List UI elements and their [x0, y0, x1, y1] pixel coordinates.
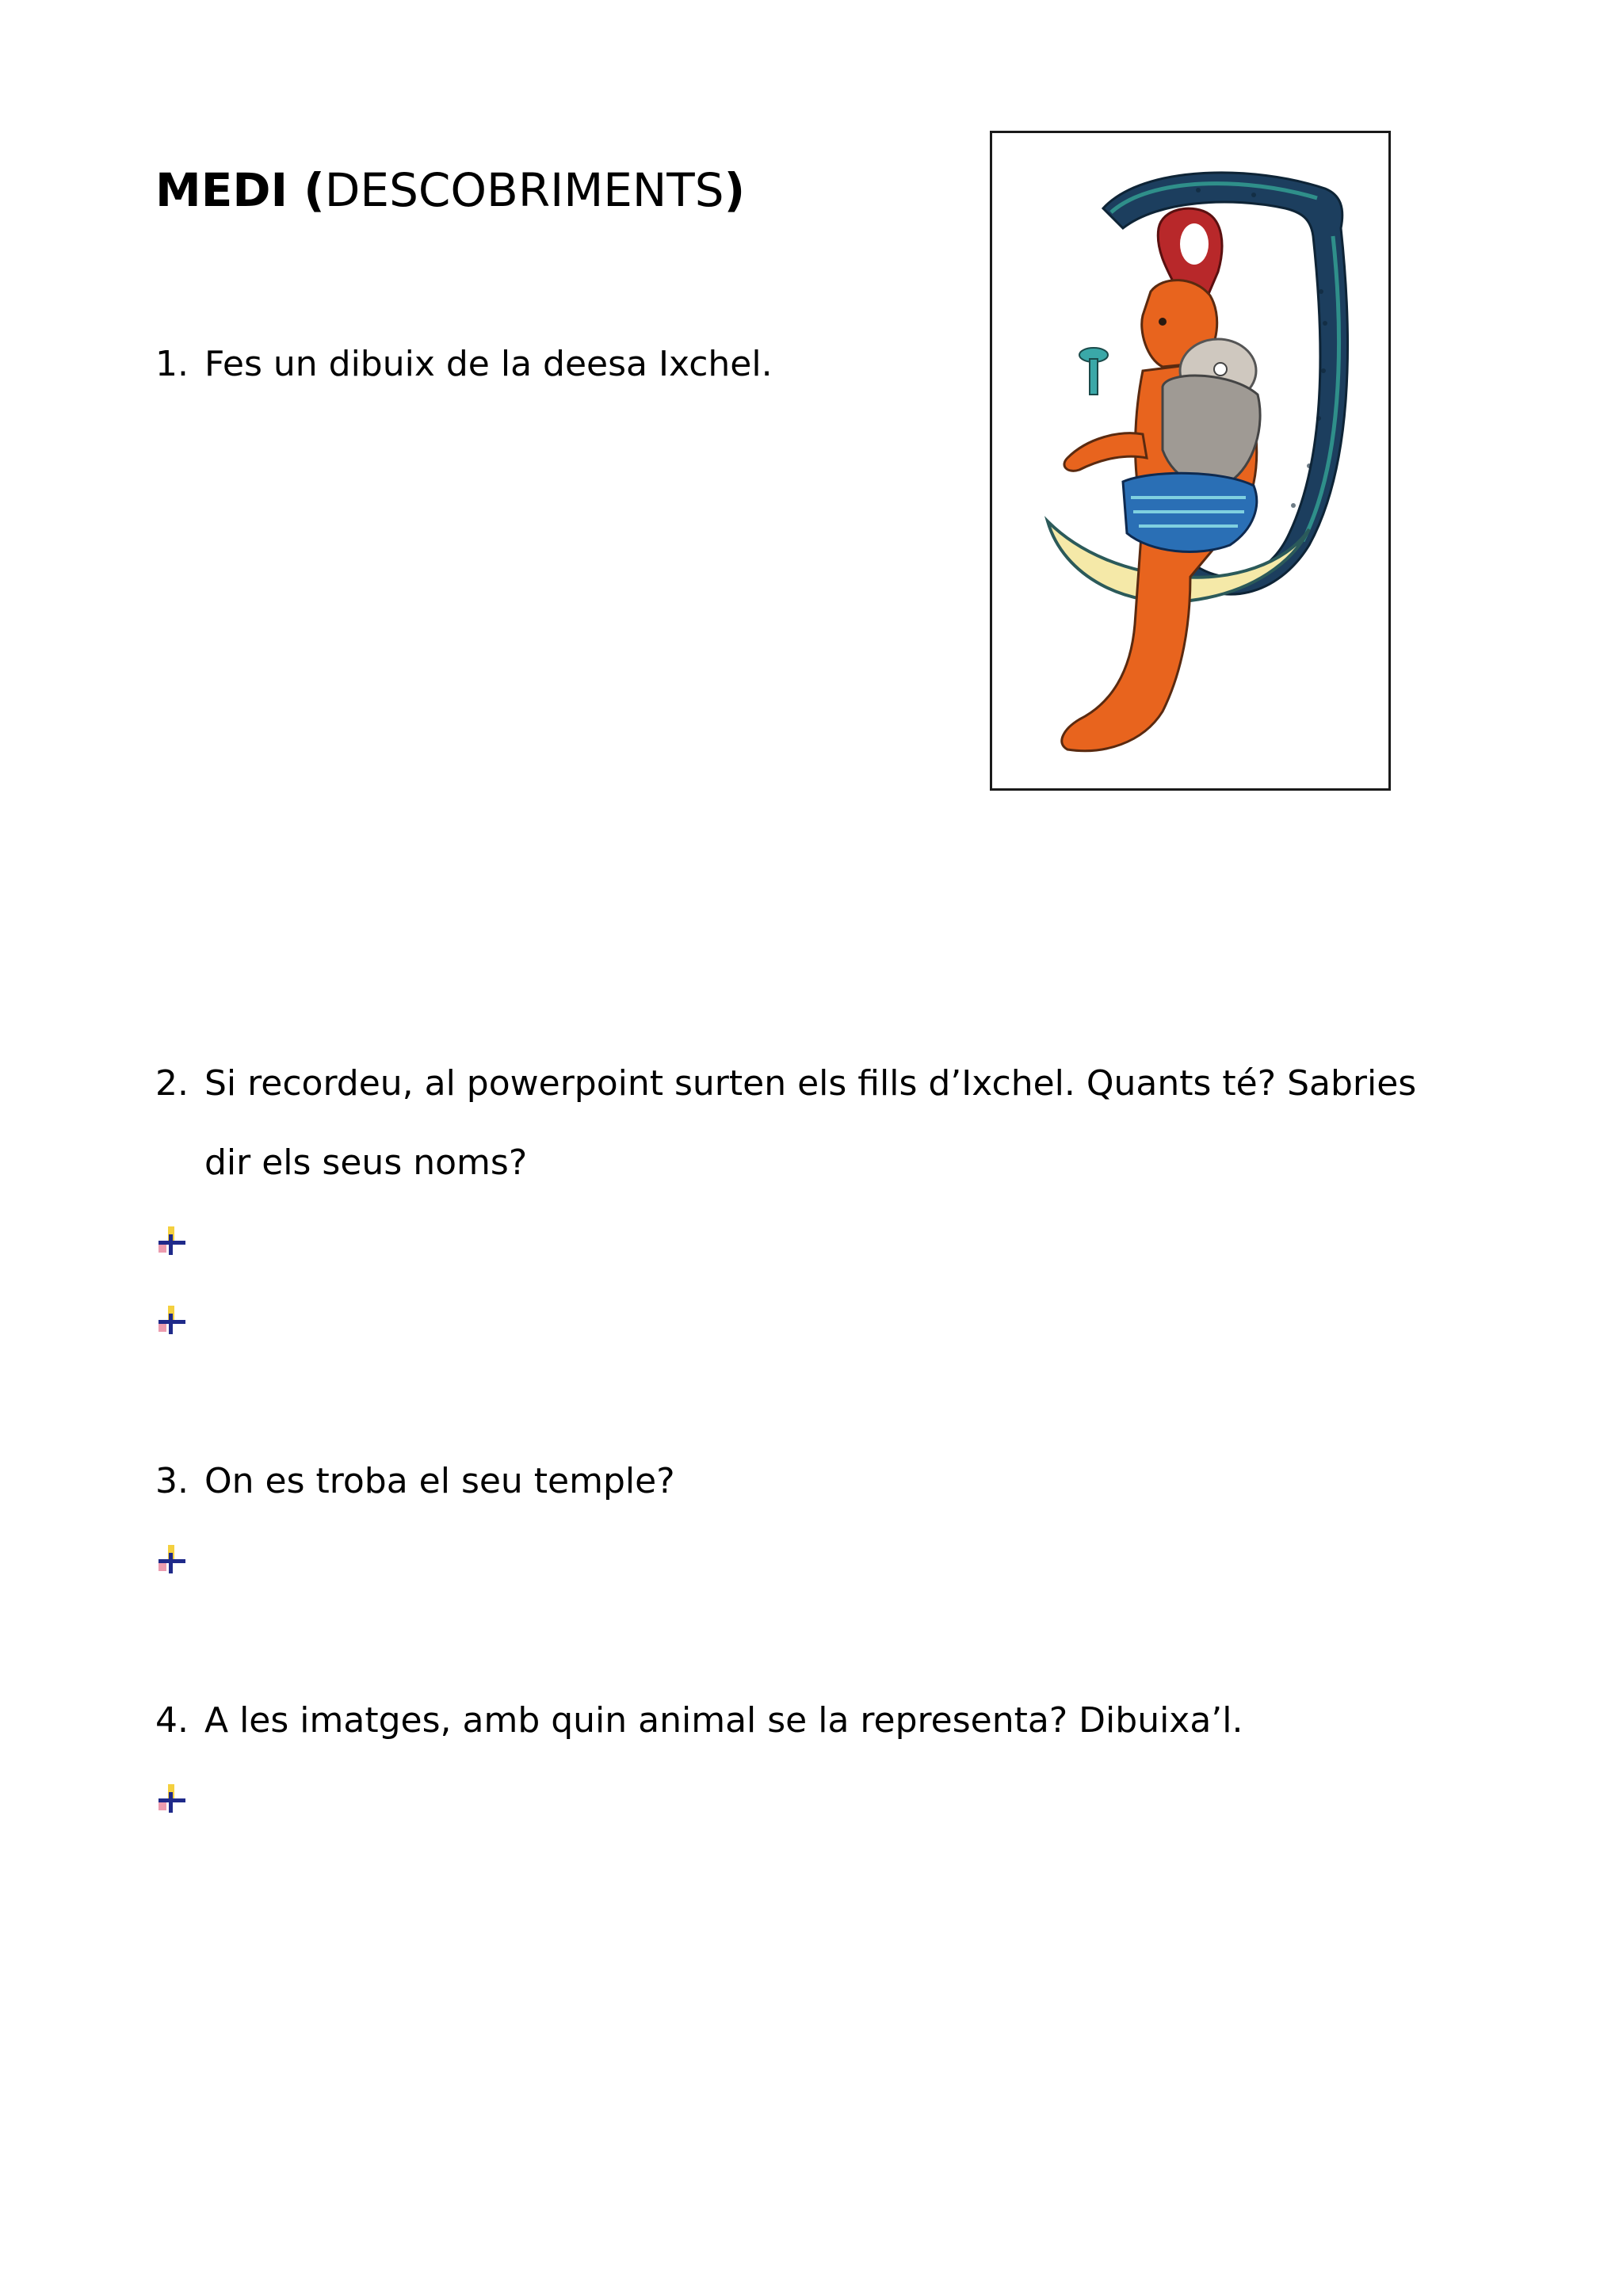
arrow-bullet-icon [157, 1306, 189, 1337]
page-title [155, 158, 745, 222]
arrow-bullet-icon [157, 1545, 189, 1577]
question-1-number: 1. [155, 344, 189, 384]
question-2-continuation: dir els seus noms? [204, 1142, 528, 1183]
question-4-number: 4. [155, 1700, 189, 1741]
question-1-text: Fes un dibuix de la deesa Ixchel. [204, 344, 773, 384]
question-3 [155, 1442, 675, 1521]
question-1 [155, 325, 773, 404]
question-2 [155, 1044, 1416, 1123]
question-4-text: A les imatges, amb quin animal se la representa? Dibuixa’l. [204, 1700, 1243, 1741]
question-2-number: 2. [155, 1063, 189, 1104]
question-3-text: On es troba el seu temple? [204, 1461, 675, 1501]
arrow-bullet-icon [157, 1784, 189, 1816]
arrow-bullet-icon [157, 1226, 189, 1258]
question-4 [155, 1681, 1243, 1760]
title-bold-suffix: ) [724, 163, 746, 217]
ixchel-illustration [990, 131, 1391, 791]
title-regular: DESCOBRIMENTS [324, 163, 724, 217]
question-2-text: Si recordeu, al powerpoint surten els fills d’Ixchel. Quants té? Sabries [204, 1063, 1417, 1104]
question-3-number: 3. [155, 1461, 189, 1501]
maya-goddess-icon [992, 133, 1388, 788]
title-bold-prefix: MEDI ( [155, 163, 325, 217]
